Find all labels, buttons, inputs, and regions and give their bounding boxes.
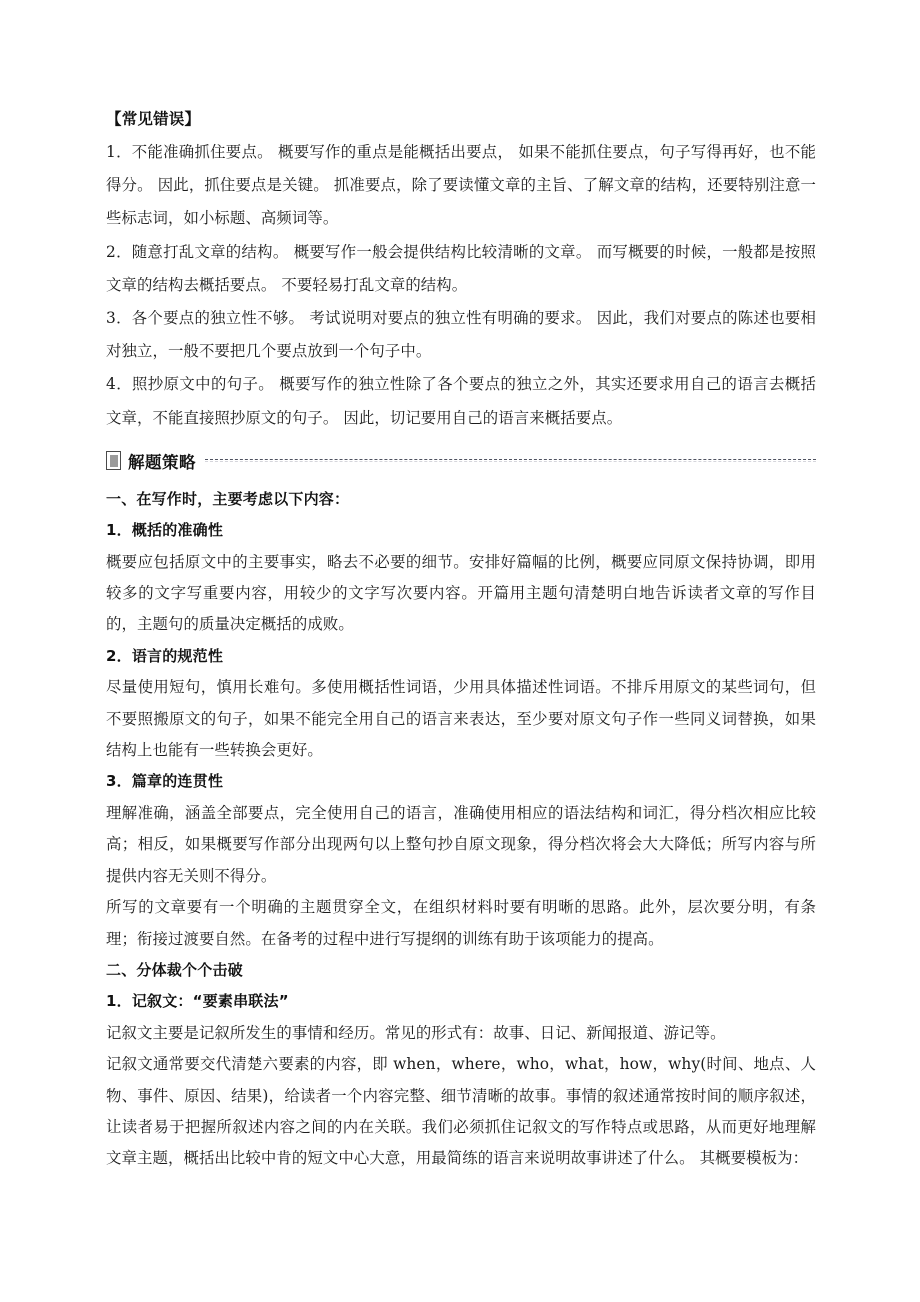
common-errors-heading: 【常见错误】 (106, 110, 201, 128)
page-content (106, 104, 816, 1175)
narrative-heading: 1．记叙文：“要素串联法” (106, 992, 289, 1011)
common-errors-item-4: 4．照抄原文中的句子。 概要写作的独立性除了各个要点的独立之外，其实还要求用自己的语言去概括文章，不能直接照抄原文的句子。 因此，切记要用自己的语言来概括要点。 (106, 375, 816, 427)
strategy-divider-title: 解题策略 (128, 452, 196, 472)
strategy-point-2-body: 尽量使用短句，慎用长难句。多使用概括性词语，少用具体描述性词语。不排斥用原文的某些词句，但不要照搬原文的句子，如果不能完全用自己的语言来表达，至少要对原文句子作一些同义词替换，如果结构上也能有一些转换会更好。 (106, 678, 816, 760)
strategy-divider (106, 444, 816, 478)
common-errors-item-3: 3．各个要点的独立性不够。 考试说明对要点的独立性有明确的要求。 因此，我们对要点的陈述也要相对独立，一般不要把几个要点放到一个句子中。 (106, 309, 816, 361)
strategy-section-one-heading: 一、在写作时，主要考虑以下内容： (106, 489, 350, 508)
divider-dash-main (205, 459, 816, 460)
strategy-point-1-heading: 1．概括的准确性 (106, 521, 224, 540)
strategy-point-3-body-extra: 所写的文章要有一个明确的主题贯穿全文，在组织材料时要有明晰的思路。此外，层次要分明，有条理；衔接过渡要自然。在备考的过程中进行写提纲的训练有助于该项能力的提高。 (106, 898, 816, 948)
narrative-body-line-1: 记叙文主要是记叙所发生的事情和经历。常见的形式有：故事、日记、新闻报道、游记等。 (106, 1023, 726, 1042)
divider-dash-shadow (205, 461, 816, 462)
strategy-point-2-heading: 2．语言的规范性 (106, 646, 224, 665)
strategy-point-3-heading: 3．篇章的连贯性 (106, 772, 224, 791)
divider-dashed-rule (205, 458, 816, 464)
common-errors-section (106, 104, 816, 435)
common-errors-item-1: 1．不能准确抓住要点。 概要写作的重点是能概括出要点， 如果不能抓住要点，句子写得再好，也不能得分。 因此，抓住要点是关键。 抓准要点，除了要读懂文章的主旨、了解文章的结构，还要特别注意一些标志词，如小标题、高频词等。 (106, 143, 816, 228)
narrative-body-rest: 记叙文通常要交代清楚六要素的内容，即 when，where，who，what，how，why(时间、地点、人物、事件、原因、结果)，给读者一个内容完整、细节清晰的故事。事情的叙述通常按时间的顺序叙述，让读者易于把握所叙述内容之间的内在关联。我们必须抓住记叙文的写作特点或思路，从而更好地理解文章主题，概括出比较中肯的短文中心大意，用最简练的语言来说明故事讲述了什么。 其概要模板为： (106, 1055, 816, 1168)
document-icon (106, 451, 121, 470)
strategy-section (106, 484, 816, 1175)
strategy-point-1-body: 概要应包括原文中的主要事实，略去不必要的细节。安排好篇幅的比例，概要应同原文保持协调，即用较多的文字写重要内容，用较少的文字写次要内容。开篇用主题句清楚明白地告诉读者文章的写作目的，主题句的质量决定概括的成败。 (106, 552, 816, 634)
common-errors-item-2: 2．随意打乱文章的结构。 概要写作一般会提供结构比较清晰的文章。 而写概要的时候，一般都是按照文章的结构去概括要点。 不要轻易打乱文章的结构。 (106, 242, 816, 294)
strategy-section-two-heading: 二、分体裁个个击破 (106, 960, 243, 979)
strategy-point-3-body: 理解准确，涵盖全部要点，完全使用自己的语言，准确使用相应的语法结构和词汇，得分档次相应比较高；相反，如果概要写作部分出现两句以上整句抄自原文现象，得分档次将会大大降低；所写内容与所提供内容无关则不得分。 (106, 803, 816, 885)
